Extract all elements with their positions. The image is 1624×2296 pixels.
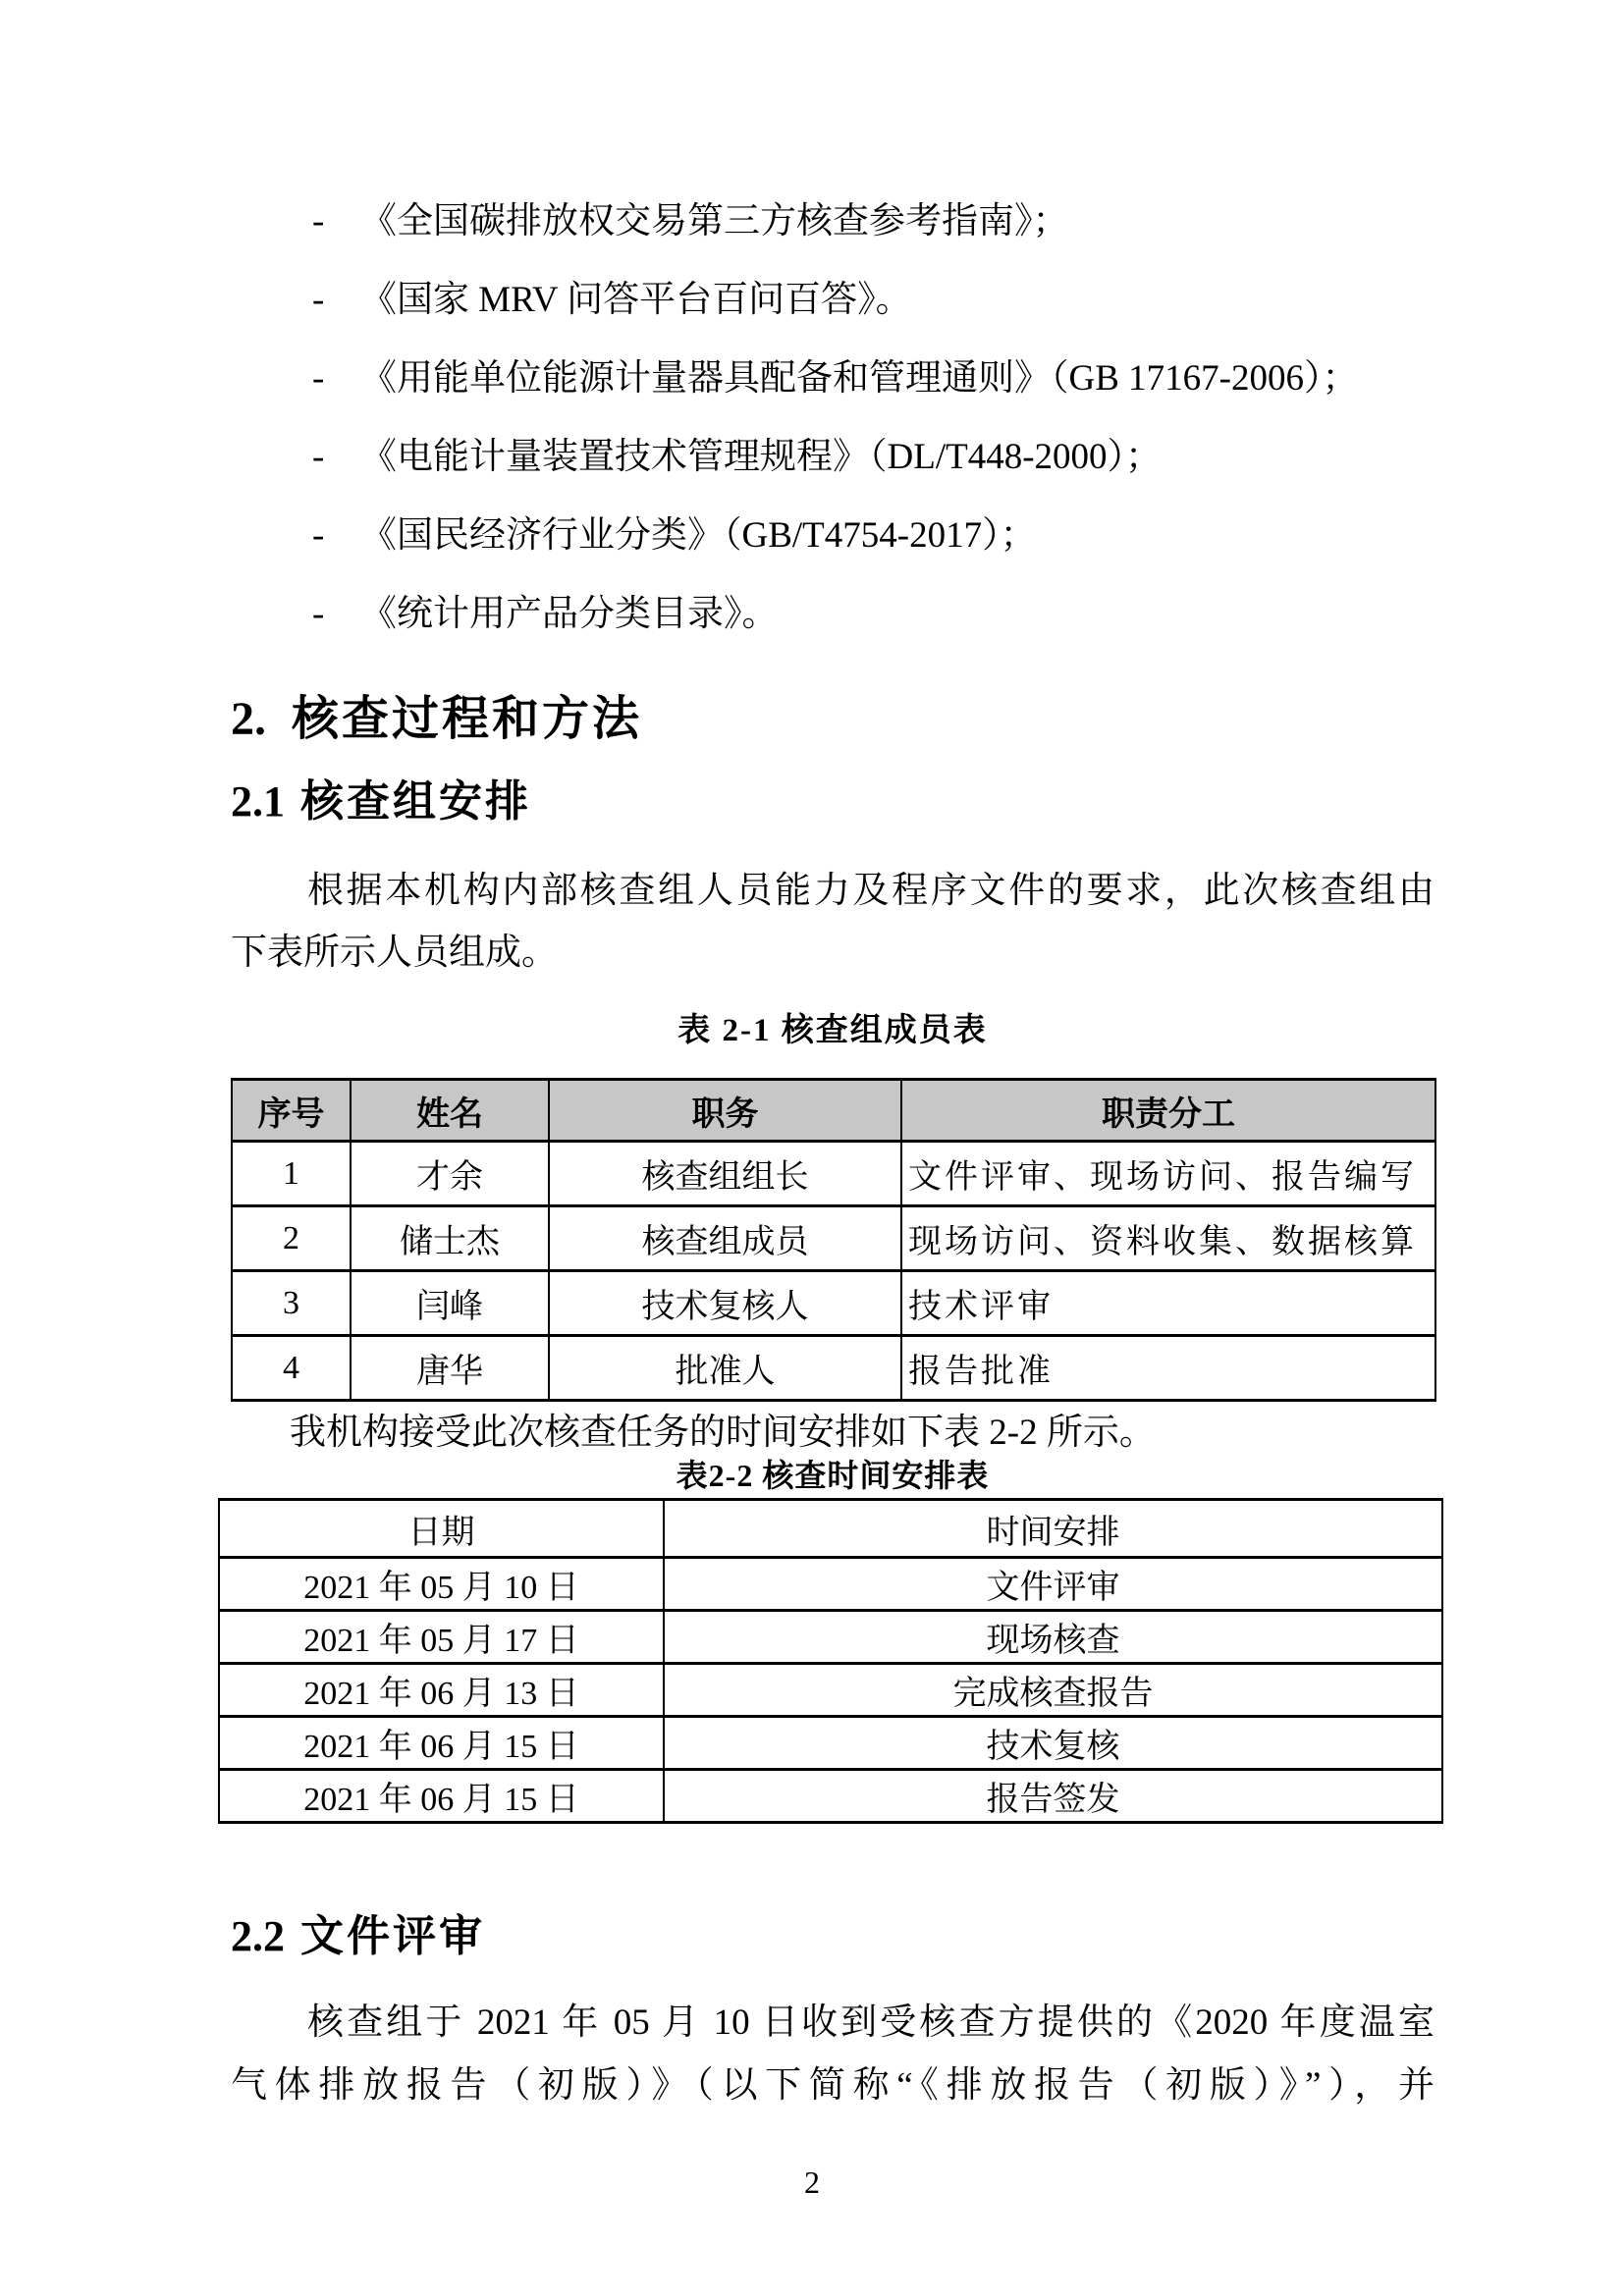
schedule-table — [218, 1498, 1443, 1824]
serial-cell: 3 — [232, 1271, 351, 1336]
reference-text: 《用能单位能源计量器具配备和管理通则》（GB 17167-2006）； — [360, 358, 1359, 399]
paragraph-line: 核查组于 2021 年 05 月 10 日收到受核查方提供的《2020 年度温室 — [307, 2002, 1435, 2043]
dash-marker: - — [312, 515, 325, 556]
reference-item — [231, 575, 1435, 654]
table-header-row — [232, 1080, 1435, 1142]
serial-cell: 2 — [232, 1206, 351, 1271]
section-2-1-heading — [231, 777, 1435, 826]
dash-marker: - — [312, 358, 325, 399]
section-title: 文件评审 — [300, 1912, 485, 1960]
page-content — [231, 0, 1435, 2117]
section-2-heading — [231, 693, 1435, 745]
paragraph-line: 下表所示人员组成。 — [231, 933, 558, 973]
section-title: 核查组安排 — [300, 777, 531, 826]
table-row — [219, 1611, 1442, 1664]
reference-text: 《全国碳排放权交易第三方核查参考指南》； — [360, 201, 1069, 241]
table-row — [219, 1717, 1442, 1770]
team-arrangement-paragraph — [231, 860, 1435, 984]
date-cell: 2021 年 06 月 15 日 — [219, 1770, 664, 1823]
header-cell-role: 职务 — [549, 1080, 901, 1142]
schedule-note: 我机构接受此次核查任务的时间安排如下表 2-2 所示。 — [290, 1413, 1156, 1453]
activity-cell: 完成核查报告 — [664, 1664, 1442, 1717]
dash-marker: - — [312, 201, 325, 241]
paragraph-line: 气体排放报告（初版）》（以下简称“《排放报告（初版）》”），并 — [231, 2065, 1435, 2106]
reference-item — [231, 261, 1435, 340]
reference-item — [231, 340, 1435, 418]
header-cell-duty: 职责分工 — [901, 1080, 1435, 1142]
table-row — [232, 1206, 1435, 1271]
reference-item — [231, 497, 1435, 575]
reference-text: 《统计用产品分类目录》。 — [360, 594, 779, 634]
reference-item — [231, 183, 1435, 261]
dash-marker: - — [312, 280, 325, 320]
header-cell-date: 日期 — [219, 1500, 664, 1558]
date-cell: 2021 年 06 月 13 日 — [219, 1664, 664, 1717]
dash-marker: - — [312, 594, 325, 634]
reference-text: 《国民经济行业分类》（GB/T4754-2017）； — [360, 515, 1037, 556]
section-number: 2. — [231, 693, 266, 745]
header-cell-activity: 时间安排 — [664, 1500, 1442, 1558]
duty-cell: 现场访问、资料收集、数据核算 — [901, 1206, 1435, 1271]
team-table — [231, 1078, 1436, 1402]
table-header-row — [219, 1500, 1442, 1558]
section-number: 2.1 — [231, 777, 285, 826]
date-cell: 2021 年 06 月 15 日 — [219, 1717, 664, 1770]
section-number: 2.2 — [231, 1912, 285, 1960]
reference-text: 《电能计量装置技术管理规程》（DL/T448-2000）； — [360, 437, 1163, 477]
activity-cell: 技术复核 — [664, 1717, 1442, 1770]
date-cell: 2021 年 05 月 10 日 — [219, 1558, 664, 1611]
role-cell: 核查组成员 — [549, 1206, 901, 1271]
serial-cell: 1 — [232, 1142, 351, 1206]
name-cell: 唐华 — [351, 1336, 549, 1401]
activity-cell: 文件评审 — [664, 1558, 1442, 1611]
paragraph-line: 根据本机构内部核查组人员能力及程序文件的要求，此次核查组由 — [307, 871, 1435, 911]
activity-cell: 报告签发 — [664, 1770, 1442, 1823]
header-cell-name: 姓名 — [351, 1080, 549, 1142]
table-row — [232, 1142, 1435, 1206]
reference-text: 《国家 MRV 问答平台百问百答》。 — [360, 280, 912, 320]
duty-cell: 文件评审、现场访问、报告编写 — [901, 1142, 1435, 1206]
table-row — [219, 1770, 1442, 1823]
dash-marker: - — [312, 437, 325, 477]
role-cell: 核查组组长 — [549, 1142, 901, 1206]
reference-item — [231, 418, 1435, 497]
name-cell: 才余 — [351, 1142, 549, 1206]
name-cell: 储士杰 — [351, 1206, 549, 1271]
activity-cell: 现场核查 — [664, 1611, 1442, 1664]
date-cell: 2021 年 05 月 17 日 — [219, 1611, 664, 1664]
table-row — [219, 1558, 1442, 1611]
role-cell: 批准人 — [549, 1336, 901, 1401]
duty-cell: 技术评审 — [901, 1271, 1435, 1336]
role-cell: 技术复核人 — [549, 1271, 901, 1336]
reference-list — [231, 183, 1435, 654]
serial-cell: 4 — [232, 1336, 351, 1401]
table-row — [219, 1664, 1442, 1717]
duty-cell: 报告批准 — [901, 1336, 1435, 1401]
table-row — [232, 1271, 1435, 1336]
name-cell: 闫峰 — [351, 1271, 549, 1336]
section-2-2-heading — [231, 1912, 1435, 1960]
header-cell-serial: 序号 — [232, 1080, 351, 1142]
section-title: 核查过程和方法 — [292, 693, 643, 745]
page-number: 2 — [804, 2164, 820, 2200]
schedule-table-title: 表2-2 核查时间安排表 — [676, 1458, 990, 1493]
team-table-title: 表 2-1 核查组成员表 — [677, 1013, 988, 1048]
table-row — [232, 1336, 1435, 1401]
document-review-paragraph — [231, 1992, 1435, 2117]
